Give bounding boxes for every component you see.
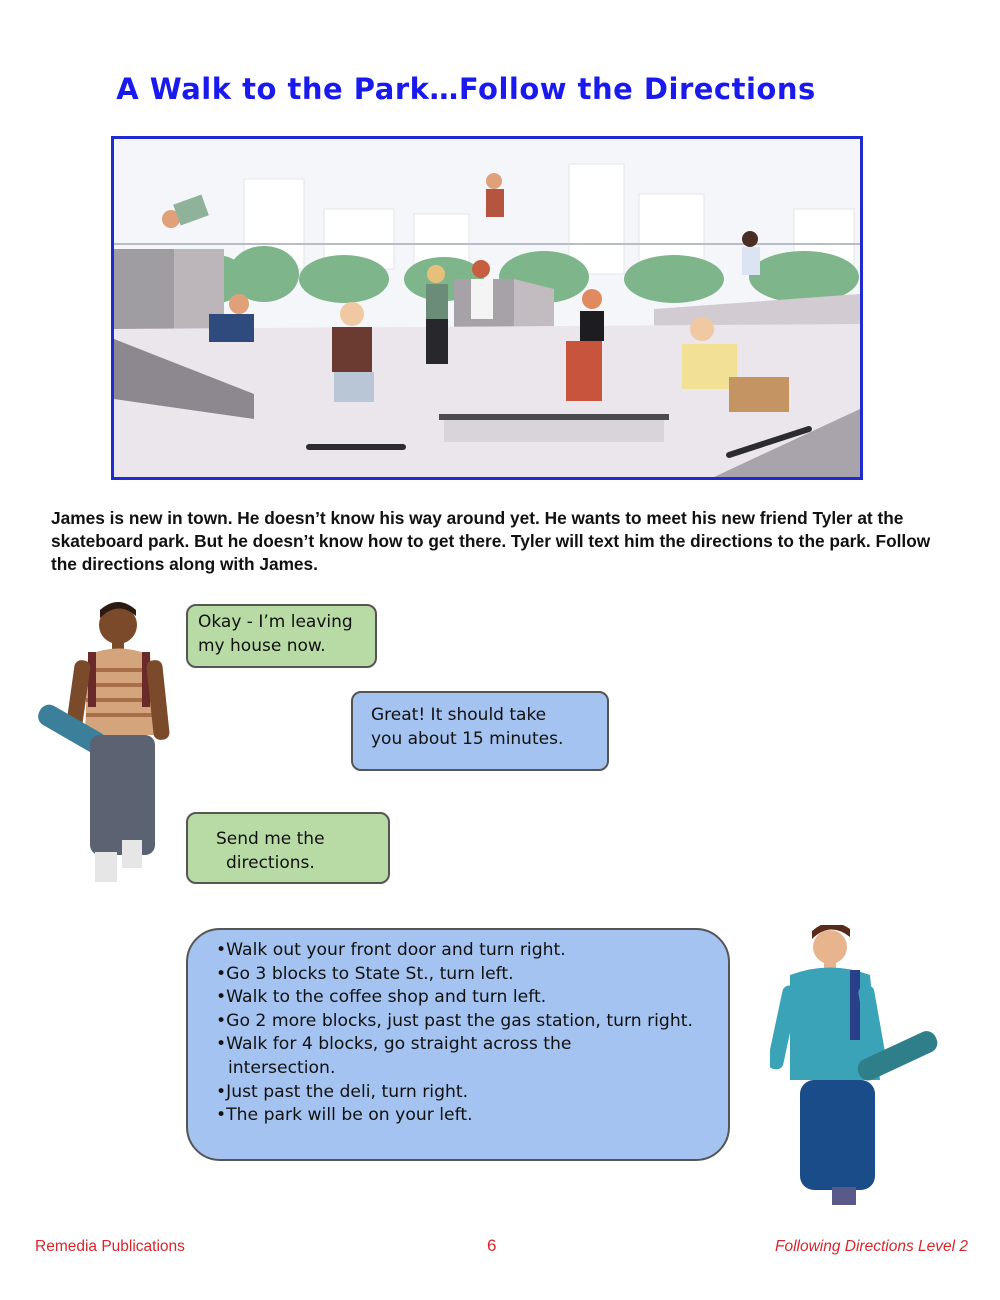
message-line: Great! It should take — [371, 705, 547, 725]
direction-step: •Go 3 blocks to State St., turn left. — [216, 963, 514, 984]
direction-step: •Walk out your front door and turn right. — [216, 940, 566, 960]
footer-series: Following Directions Level 2 — [775, 1238, 968, 1255]
direction-step: •Walk to the coffee shop and turn left. — [216, 987, 547, 1008]
message-line: you about 15 minutes. — [371, 728, 564, 749]
page-number: 6 — [487, 1236, 497, 1255]
direction-step: •Walk for 4 blocks, go straight across the — [216, 1034, 572, 1055]
james-illustration — [30, 600, 180, 895]
tyler-directions-message — [186, 928, 730, 1161]
intro-paragraph: James is new in town. He doesn’t know his way around yet. He wants to meet his new friend Tyler at the skateboard park. But he doesn’t know how to get there. Tyler will text him the directions to the park. Follow the directions along with James. — [51, 508, 931, 574]
footer-publisher: Remedia Publications — [35, 1238, 185, 1255]
tyler-illustration — [770, 925, 940, 1215]
direction-step: •The park will be on your left. — [216, 1105, 473, 1126]
message-line: directions. — [226, 852, 315, 873]
direction-step: •Go 2 more blocks, just past the gas station, turn right. — [216, 1010, 693, 1031]
page-title: A Walk to the Park…Follow the Directions — [116, 72, 816, 106]
message-line: my house now. — [198, 635, 326, 656]
skatepark-illustration — [111, 136, 863, 480]
direction-step-continued: intersection. — [228, 1057, 336, 1078]
message-line: Okay - I’m leaving — [198, 612, 353, 632]
james-message-1 — [186, 604, 377, 668]
message-line: Send me the — [216, 829, 325, 849]
direction-step: •Just past the deli, turn right. — [216, 1081, 469, 1102]
james-message-2 — [186, 812, 390, 884]
tyler-message-1 — [351, 691, 609, 771]
